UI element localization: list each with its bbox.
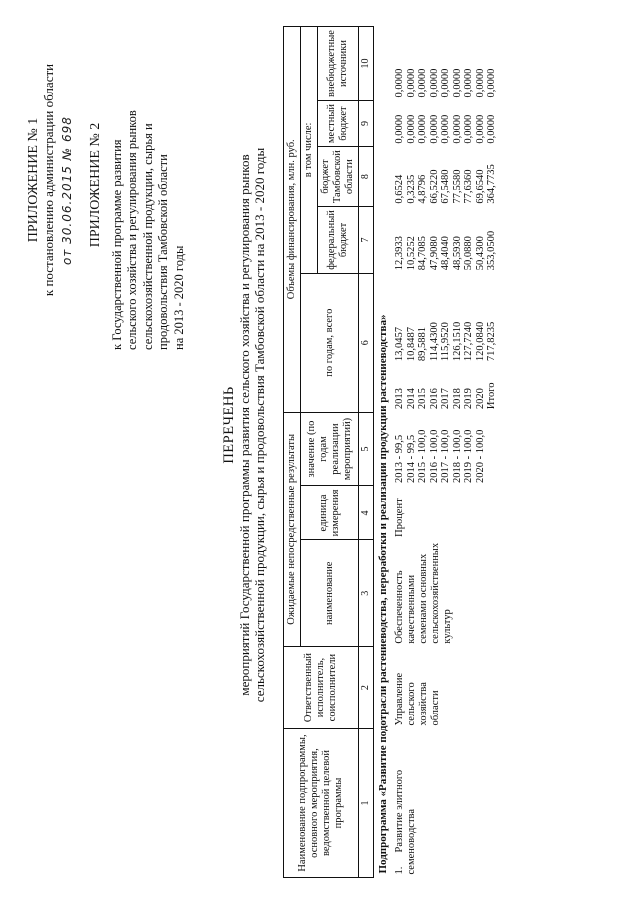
- federal-item: 10,5252: [405, 236, 417, 271]
- value-item: 2013 - 99,5: [394, 434, 405, 483]
- appendix-1-title: ПРИЛОЖЕНИЕ № 1: [26, 117, 41, 243]
- header-result-unit: единица измерения: [301, 486, 359, 540]
- measure-name-cell: [392, 729, 500, 878]
- regional-item: 0,3235: [405, 174, 417, 204]
- extrabudget-item: 0,0000: [405, 68, 417, 98]
- regional-item: 67,5480: [440, 169, 451, 204]
- local-values: [392, 100, 500, 146]
- measure-values: [392, 412, 500, 486]
- year-item: 2016: [428, 388, 440, 410]
- extrabudget-item: 0,0000: [417, 68, 428, 98]
- local-item: 0,0000: [486, 114, 497, 144]
- col-number: 7: [359, 207, 374, 274]
- year-item: Итого: [486, 382, 497, 410]
- total-item: 10,8487: [405, 326, 417, 362]
- header-responsible: Ответственный исполнитель, соисполнители: [284, 647, 359, 729]
- appendix-2-title: ПРИЛОЖЕНИЕ № 2: [88, 122, 103, 248]
- year-item: 2018: [451, 388, 463, 410]
- federal-item: 84,7085: [417, 236, 428, 271]
- extrabudget-item: 0,0000: [451, 68, 463, 98]
- header-by-years: по годам, всего: [301, 273, 359, 412]
- regional-item: 66,5220: [428, 169, 440, 204]
- total-item: 13,0457: [394, 326, 405, 362]
- header-extrabudget: внебюджетные источники: [318, 27, 359, 101]
- measures-table: [283, 26, 500, 878]
- col-number: 2: [359, 647, 374, 729]
- year-item: 2020: [474, 388, 486, 410]
- value-item: 2014 - 99,5: [405, 434, 417, 483]
- measure-result: Обеспеченность качественными семенами основных сельскохозяйственных культур: [394, 542, 453, 644]
- local-item: 0,0000: [463, 114, 474, 144]
- header-funding: Объемы финансирования, млн. руб.: [284, 27, 301, 413]
- federal-item: 50,4300: [474, 236, 486, 271]
- measure-number: 1.: [394, 866, 405, 875]
- header-regional: бюджет Тамбовской области: [318, 147, 359, 207]
- program-line: к Государственной программе развития: [109, 139, 124, 350]
- measure-name: Развитие элитного семеноводства: [394, 769, 417, 875]
- federal-values: [392, 207, 500, 274]
- local-item: 0,0000: [417, 114, 428, 144]
- header-results: Ожидаемые непосредственные результаты: [284, 412, 301, 647]
- regional-item: 364,7735: [486, 164, 497, 204]
- federal-item: 353,0500: [486, 230, 497, 271]
- program-line: продовольствия Тамбовской области: [156, 154, 170, 350]
- regional-item: 4,8796: [417, 174, 428, 204]
- local-item: 0,0000: [451, 114, 463, 144]
- program-line: сельскохозяйственной продукции, сырья и: [140, 123, 155, 350]
- value-item: 2015 - 100,0: [417, 429, 428, 483]
- year-item: 2013: [394, 388, 405, 410]
- subprogram-title: Подпрограмма «Развитие подотрасли растениеводства, переработки и реализации продукции растениеводства»: [377, 314, 389, 874]
- year-item: 2014: [405, 388, 417, 410]
- regional-item: 77,6360: [463, 169, 474, 204]
- funding-totals-cell: [392, 273, 500, 412]
- table-row: [392, 27, 500, 878]
- federal-item: 47,9080: [428, 236, 440, 271]
- year-item: 2017: [440, 388, 451, 410]
- year-item: 2019: [463, 388, 474, 410]
- local-item: 0,0000: [394, 114, 405, 144]
- federal-item: 48,5930: [451, 236, 463, 271]
- local-item: 0,0000: [428, 114, 440, 144]
- federal-item: 50,0880: [463, 236, 474, 271]
- header-result-value: значение (по годам реализации мероприятий): [301, 412, 359, 486]
- total-item: 127,7240: [463, 321, 474, 362]
- col-number: 5: [359, 412, 374, 486]
- col-number: 8: [359, 147, 374, 207]
- regional-item: 69,6540: [474, 169, 486, 204]
- total-item: 89,5881: [417, 326, 428, 362]
- total-item: 115,9520: [440, 322, 451, 362]
- total-item: 114,4300: [428, 322, 440, 362]
- appendix-1-block: [26, 15, 56, 345]
- col-number: 10: [359, 27, 374, 101]
- extrabudget-item: 0,0000: [486, 68, 497, 98]
- appendix-2-block: [88, 20, 187, 350]
- extrabudget-values: [392, 27, 500, 101]
- header-federal: федеральный бюджет: [318, 207, 359, 274]
- measure-responsible: Управление сельского хозяйства области: [394, 672, 441, 726]
- header-name: Наименование подпрограммы, основного мероприятия, ведомственной целевой программы: [284, 729, 359, 878]
- handwritten-date-number: от 30.06.2015 № 698: [60, 116, 74, 265]
- col-number: 4: [359, 486, 374, 540]
- value-item: 2016 - 100,0: [428, 429, 440, 483]
- regional-values: [392, 147, 500, 207]
- extrabudget-item: 0,0000: [428, 68, 440, 98]
- value-item: 2018 - 100,0: [451, 429, 463, 483]
- value-item: 2017 - 100,0: [440, 429, 451, 483]
- value-item: 2020 - 100,0: [474, 429, 486, 483]
- local-item: 0,0000: [474, 114, 486, 144]
- regional-item: 0,6524: [394, 174, 405, 204]
- federal-item: 48,4040: [440, 236, 451, 271]
- federal-item: 12,3933: [394, 236, 405, 271]
- total-item: 120,0840: [474, 321, 486, 362]
- year-item: 2015: [417, 388, 428, 410]
- local-item: 0,0000: [440, 114, 451, 144]
- value-item: 2019 - 100,0: [463, 429, 474, 483]
- title-line-1: мероприятий Государственной программы развития сельского хозяйства и регулирования рынков: [237, 154, 252, 696]
- program-line: на 2013 - 2020 годы: [171, 245, 186, 350]
- extrabudget-item: 0,0000: [463, 68, 474, 98]
- title-main: ПЕРЕЧЕНЬ: [221, 386, 237, 464]
- col-number: 6: [359, 273, 374, 412]
- regional-item: 77,5580: [451, 169, 463, 204]
- extrabudget-item: 0,0000: [474, 68, 486, 98]
- header-local: местный бюджет: [318, 100, 359, 146]
- document-title: [222, 145, 267, 705]
- total-item: 126,1510: [451, 321, 463, 362]
- title-line-2: сельскохозяйственной продукции, сырья и продовольствия Тамбовской области на 2013 - 2020 годы: [252, 147, 267, 703]
- extrabudget-item: 0,0000: [440, 68, 451, 98]
- header-including: в том числе:: [301, 27, 318, 274]
- total-item: 717,8235: [486, 321, 497, 362]
- header-result-name: наименование: [301, 540, 359, 647]
- col-number: 3: [359, 540, 374, 647]
- decree-reference: к постановлению администрации области: [41, 63, 56, 297]
- measure-unit: Процент: [394, 498, 405, 537]
- extrabudget-item: 0,0000: [394, 68, 405, 98]
- local-item: 0,0000: [405, 114, 417, 144]
- col-number: 1: [359, 729, 374, 878]
- col-number: 9: [359, 100, 374, 146]
- program-line: сельского хозяйства и регулирования рынков: [125, 110, 139, 350]
